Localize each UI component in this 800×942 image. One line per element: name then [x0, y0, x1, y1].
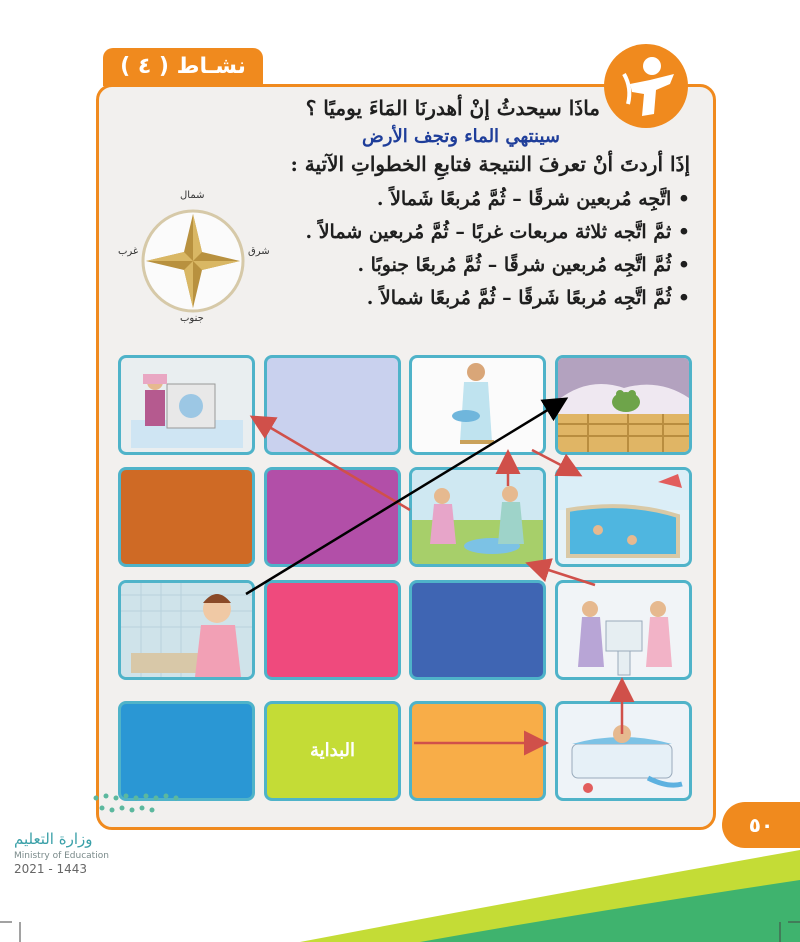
arrow-west [530, 564, 595, 585]
ministry-name-arabic: وزارة التعليم [14, 830, 93, 848]
decorative-swoosh [0, 830, 800, 942]
step-item: • ثُمَّ اتَّجِه مُربعين شرقًا – ثُمَّ مُربعًا جنوبًا . [150, 254, 690, 276]
instruction-text: إذَا أردتَ أنْ تعرفَ النتيجة فتابعِ الخطواتِ الآتية : [290, 152, 690, 176]
start-label: البداية [309, 740, 356, 761]
step-item: • اتَّجِه مُربعين شرقًا – ثُمَّ مُربعًا شَمالاً . [150, 188, 690, 210]
step-item: • ثُمَّ اتَّجِه مُربعًا شَرقًا – ثُمَّ مُربعًا شمالاً . [150, 287, 690, 309]
year-label: 2021 - 1443 [14, 862, 88, 876]
page-number: ٥٠ [722, 802, 800, 848]
compass-east: شرق [248, 246, 270, 257]
answer-text: سينتهي الماء وتجف الأرض [362, 126, 560, 147]
compass-west: غرب [118, 246, 139, 257]
ministry-name-english: Ministry of Education [14, 851, 109, 861]
step-item: • ثمَّ اتَّجه ثلاثة مربعات غربًا – ثُمَّ مُربعين شمالاً . [150, 221, 690, 243]
arrow-southeast [532, 450, 578, 474]
activity-label: نشـاط ( ٤ ) [120, 54, 246, 79]
compass-south: جنوب [180, 313, 204, 324]
ministry-dots-icon [92, 790, 182, 824]
question-text: ماذَا سيحدثُ إنْ أهدرنَا المَاءَ يوميًا ؟ [305, 96, 600, 120]
arrow-diagonal [246, 400, 564, 594]
compass-north: شمال [180, 190, 205, 201]
arrow-northwest [254, 418, 410, 510]
